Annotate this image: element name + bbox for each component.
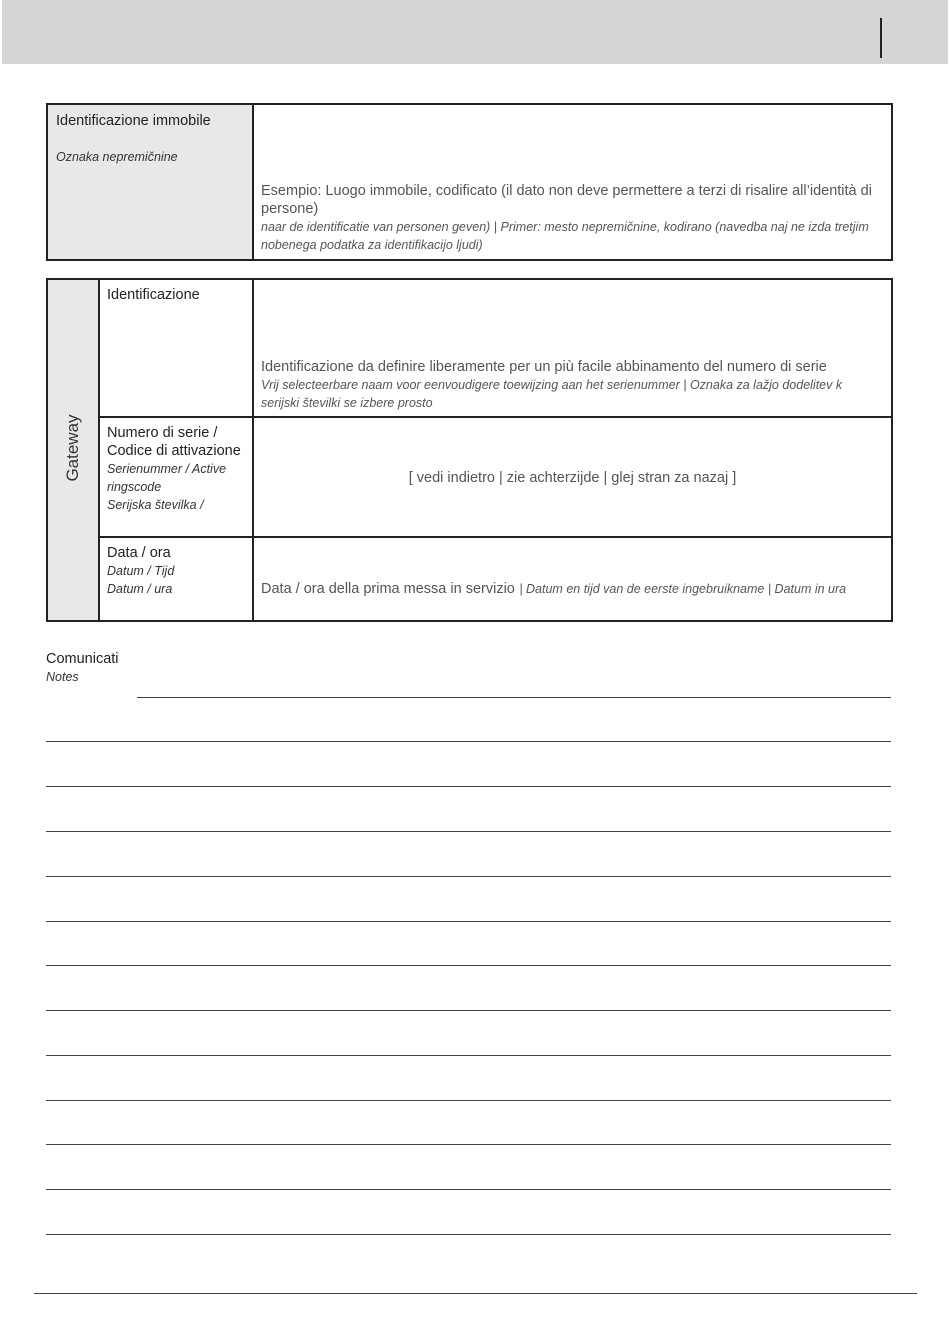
header-band [2,0,948,64]
header-divider [880,18,882,58]
notes-label-block [46,650,119,686]
notes-line[interactable] [46,876,891,877]
property-example-sub: naar de identificatie van personen geven) | Primer: mesto nepremičnine, kodirano (navedba naj ne izda tretjim nobenega podatka za identifikacijo ljudi) [261,220,869,252]
gateway-ident-value-sub: Vrij selecteerbare naam voor eenvoudigere toewijzing aan het serienummer | Oznaka za lažjo dodelitev k serijski številki se izbere prosto [261,378,843,410]
gateway-date-value: Data / ora della prima messa in servizio [261,581,515,597]
gateway-serial-sub-2: ringscode [107,480,162,494]
gateway-date-sub-1: Datum / Tijd [107,564,175,578]
notes-line[interactable] [46,921,891,922]
gateway-serial-sub-1: Serienummer / Active [107,462,227,476]
gateway-date-value-line [261,580,846,598]
property-label-cell [48,105,252,259]
notes-line[interactable] [46,741,891,742]
footer-rule [34,1293,917,1294]
property-example: Esempio: Luogo immobile, codificato (il dato non deve permettere a terzi di risalire all’identità di persone) [261,183,872,217]
notes-line[interactable] [46,1055,891,1056]
gateway-serial-label-1: Numero di serie / [107,425,218,441]
property-label: Identificazione immobile [56,113,211,129]
gateway-serial-value: [ vedi indietro | zie achterzijde | glej stran za nazaj ] [408,470,737,486]
property-label-sub: Oznaka nepremičnine [56,150,178,164]
notes-line[interactable] [46,1100,891,1101]
gateway-table [46,278,893,622]
gateway-side-label: Gateway [63,414,82,482]
gateway-serial-label-block [107,424,252,514]
gateway-side-cell [48,280,98,620]
gateway-date-label-cell [100,538,252,620]
gateway-serial-value-cell[interactable] [254,418,891,536]
notes-line[interactable] [46,1189,891,1190]
gateway-ident-value: Identificazione da definire liberamente per un più facile abbinamento del numero di serie [261,359,827,375]
notes-line[interactable] [46,1010,891,1011]
gateway-ident-label: Identificazione [107,287,200,303]
gateway-date-label-block [107,544,174,598]
gateway-ident-value-cell[interactable] [254,280,891,416]
notes-label-sub: Notes [46,670,79,684]
notes-line[interactable] [46,831,891,832]
gateway-ident-value-block [261,358,883,412]
gateway-serial-sub-3: Serijska številka / [107,498,204,512]
gateway-date-value-cell[interactable] [254,538,891,620]
gateway-date-value-sub: | Datum en tijd van de eerste ingebruikname | Datum in ura [519,582,847,596]
gateway-date-sub-2: Datum / ura [107,582,173,596]
notes-line[interactable] [46,1234,891,1235]
gateway-serial-label-2: Codice di attivazione [107,443,241,459]
notes-label: Comunicati [46,651,119,667]
gateway-date-label: Data / ora [107,545,171,561]
notes-line[interactable] [46,786,891,787]
notes-line[interactable] [46,1144,891,1145]
property-example-block [261,182,883,254]
gateway-ident-label-cell [100,280,252,416]
notes-line[interactable] [46,965,891,966]
property-table [46,103,893,261]
property-value-cell[interactable] [254,105,891,259]
notes-line[interactable] [137,697,891,698]
gateway-serial-label-cell [100,418,252,536]
